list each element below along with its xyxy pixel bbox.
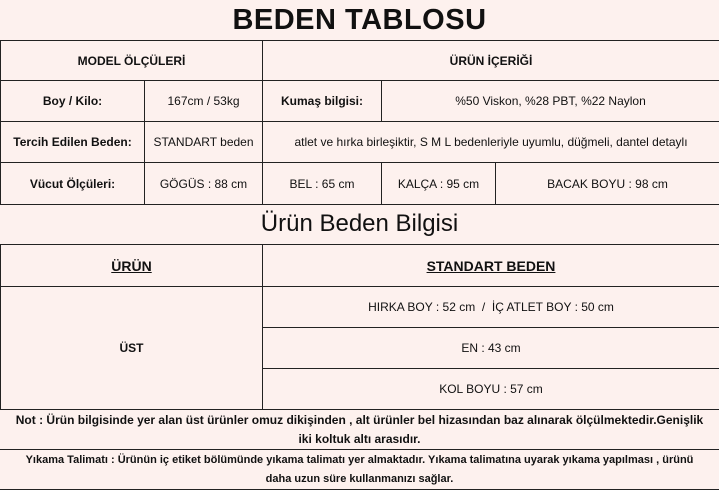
measurement-note-text: Not : Ürün bilgisinde yer alan üst ürünler omuz dikişinden , alt ürünler bel hizasından baz alınarak ölçülmektedir.Genişlik iki koltuk altı arasıdır. (15, 412, 704, 446)
preferred-size-value: STANDART beden (145, 122, 263, 163)
height-weight-row (1, 81, 719, 122)
body-measurements-label: Vücut Ölçüleri: (1, 163, 145, 205)
product-name: ÜST (1, 287, 263, 410)
page-title (0, 0, 719, 41)
size-table-header-row (1, 245, 719, 287)
product-content-header: ÜRÜN İÇERİĞİ (263, 41, 719, 81)
size-info-title (0, 204, 719, 244)
hip-measurement: KALÇA : 95 cm (382, 163, 496, 205)
measurement-note (0, 409, 719, 450)
leg-length-measurement: BACAK BOYU : 98 cm (496, 163, 719, 205)
height-weight-value: 167cm / 53kg (145, 81, 263, 122)
size-info-title-text: Ürün Beden Bilgisi (260, 210, 459, 237)
model-measurements-header: MODEL ÖLÇÜLERİ (1, 41, 263, 81)
body-measurements-row (1, 163, 719, 205)
size-table-row (1, 287, 719, 328)
product-description: atlet ve hırka birleşiktir, S M L bedenleriyle uyumlu, düğmeli, dantel detaylı (263, 122, 719, 163)
fabric-value: %50 Viskon, %28 PBT, %22 Naylon (382, 81, 719, 122)
washing-instructions-text: Yıkama Talimatı : Ürünün iç etiket bölümünde yıkama talimatı yer almaktadır. Yıkama talimatına uyarak yıkama yapılması , ürünü daha uzun süre kullanmanızı sağlar. (25, 453, 694, 485)
measurement-sleeve-length: KOL BOYU : 57 cm (263, 369, 719, 410)
measurement-width: EN : 43 cm (263, 328, 719, 369)
preferred-size-row (1, 122, 719, 163)
measurement-cardigan-length: HIRKA BOY : 52 cm / İÇ ATLET BOY : 50 cm (263, 287, 719, 328)
section-header-row (1, 41, 719, 81)
column-header-standard-size: STANDART BEDEN (263, 245, 719, 287)
column-header-product: ÜRÜN (1, 245, 263, 287)
fabric-label: Kumaş bilgisi: (263, 81, 382, 122)
waist-measurement: BEL : 65 cm (263, 163, 382, 205)
product-size-table (0, 244, 719, 410)
chest-measurement: GÖGÜS : 88 cm (145, 163, 263, 205)
page-title-text: BEDEN TABLOSU (232, 4, 487, 36)
preferred-size-label: Tercih Edilen Beden: (1, 122, 145, 163)
height-weight-label: Boy / Kilo: (1, 81, 145, 122)
washing-instructions (0, 450, 719, 490)
model-info-table (0, 40, 719, 205)
